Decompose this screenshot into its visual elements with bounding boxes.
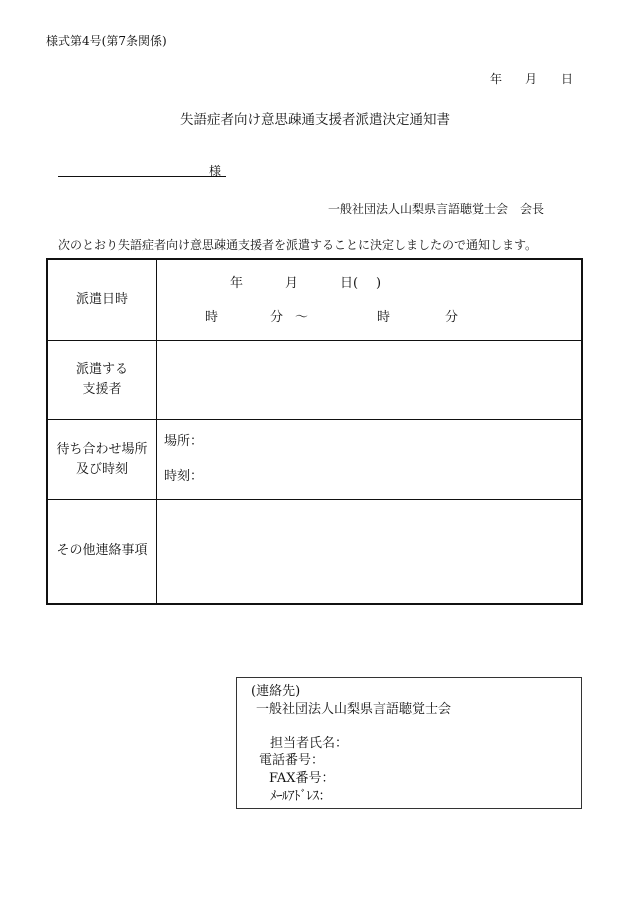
dispatch-start-minute: 分 <box>270 310 284 325</box>
other-value <box>157 500 583 604</box>
contact-email-label: ﾒｰﾙｱﾄﾞﾚｽ： <box>270 789 332 804</box>
dispatch-day: 日( <box>340 276 359 291</box>
meeting-value <box>157 420 583 500</box>
date-day: 日 <box>561 72 574 86</box>
recipient-honorific: 様 <box>209 164 222 178</box>
dispatch-datetime-value <box>157 259 583 341</box>
document-title: 失語症者向け意思疎通支援者派遣決定通知書 <box>180 112 450 128</box>
meeting-place-label: 場所： <box>164 434 204 449</box>
dispatch-details-table <box>46 258 583 605</box>
dispatch-datetime-label: 派遣日時 <box>47 259 157 341</box>
table-row-dispatch-datetime <box>47 259 582 341</box>
contact-heading: (連絡先) <box>251 684 301 699</box>
dispatch-end-minute: 分 <box>445 310 459 325</box>
date-month: 月 <box>525 72 538 86</box>
contact-person-label: 担当者氏名： <box>270 736 349 751</box>
meeting-time-label: 時刻： <box>164 469 204 484</box>
dispatch-range-tilde: ～ <box>295 310 309 325</box>
supporter-label-line2: 支援者 <box>82 382 122 397</box>
date-year: 年 <box>490 72 503 86</box>
supporter-label <box>47 341 157 420</box>
date-line <box>490 72 573 86</box>
contact-fax-label: FAX番号： <box>269 771 335 786</box>
dispatch-end-hour: 時 <box>377 310 391 325</box>
dispatch-month: 月 <box>285 276 299 291</box>
dispatch-start-hour: 時 <box>205 310 219 325</box>
meeting-label-line2: 及び時刻 <box>75 461 128 477</box>
contact-box <box>236 677 582 809</box>
contact-organization: 一般社団法人山梨県言語聴覚士会 <box>256 702 452 717</box>
sender-name: 一般社団法人山梨県言語聴覚士会 会長 <box>328 202 545 216</box>
form-number: 様式第4号(第7条関係) <box>46 34 167 48</box>
meeting-label-line1: 待ち合わせ場所 <box>56 441 148 457</box>
meeting-label <box>47 420 157 500</box>
supporter-label-line1: 派遣する <box>75 362 128 377</box>
intro-text: 次のとおり失語症者向け意思疎通支援者を派遣することに決定しましたので通知します。 <box>58 238 538 252</box>
table-row-supporter <box>47 341 582 420</box>
dispatch-weekday-close: ) <box>376 276 382 291</box>
table-row-other <box>47 500 582 604</box>
dispatch-year: 年 <box>230 276 244 291</box>
other-label: その他連絡事項 <box>47 500 157 604</box>
supporter-value <box>157 341 583 420</box>
contact-phone-label: 電話番号： <box>259 753 325 768</box>
recipient-name-line <box>58 176 226 177</box>
table-row-meeting <box>47 420 582 500</box>
